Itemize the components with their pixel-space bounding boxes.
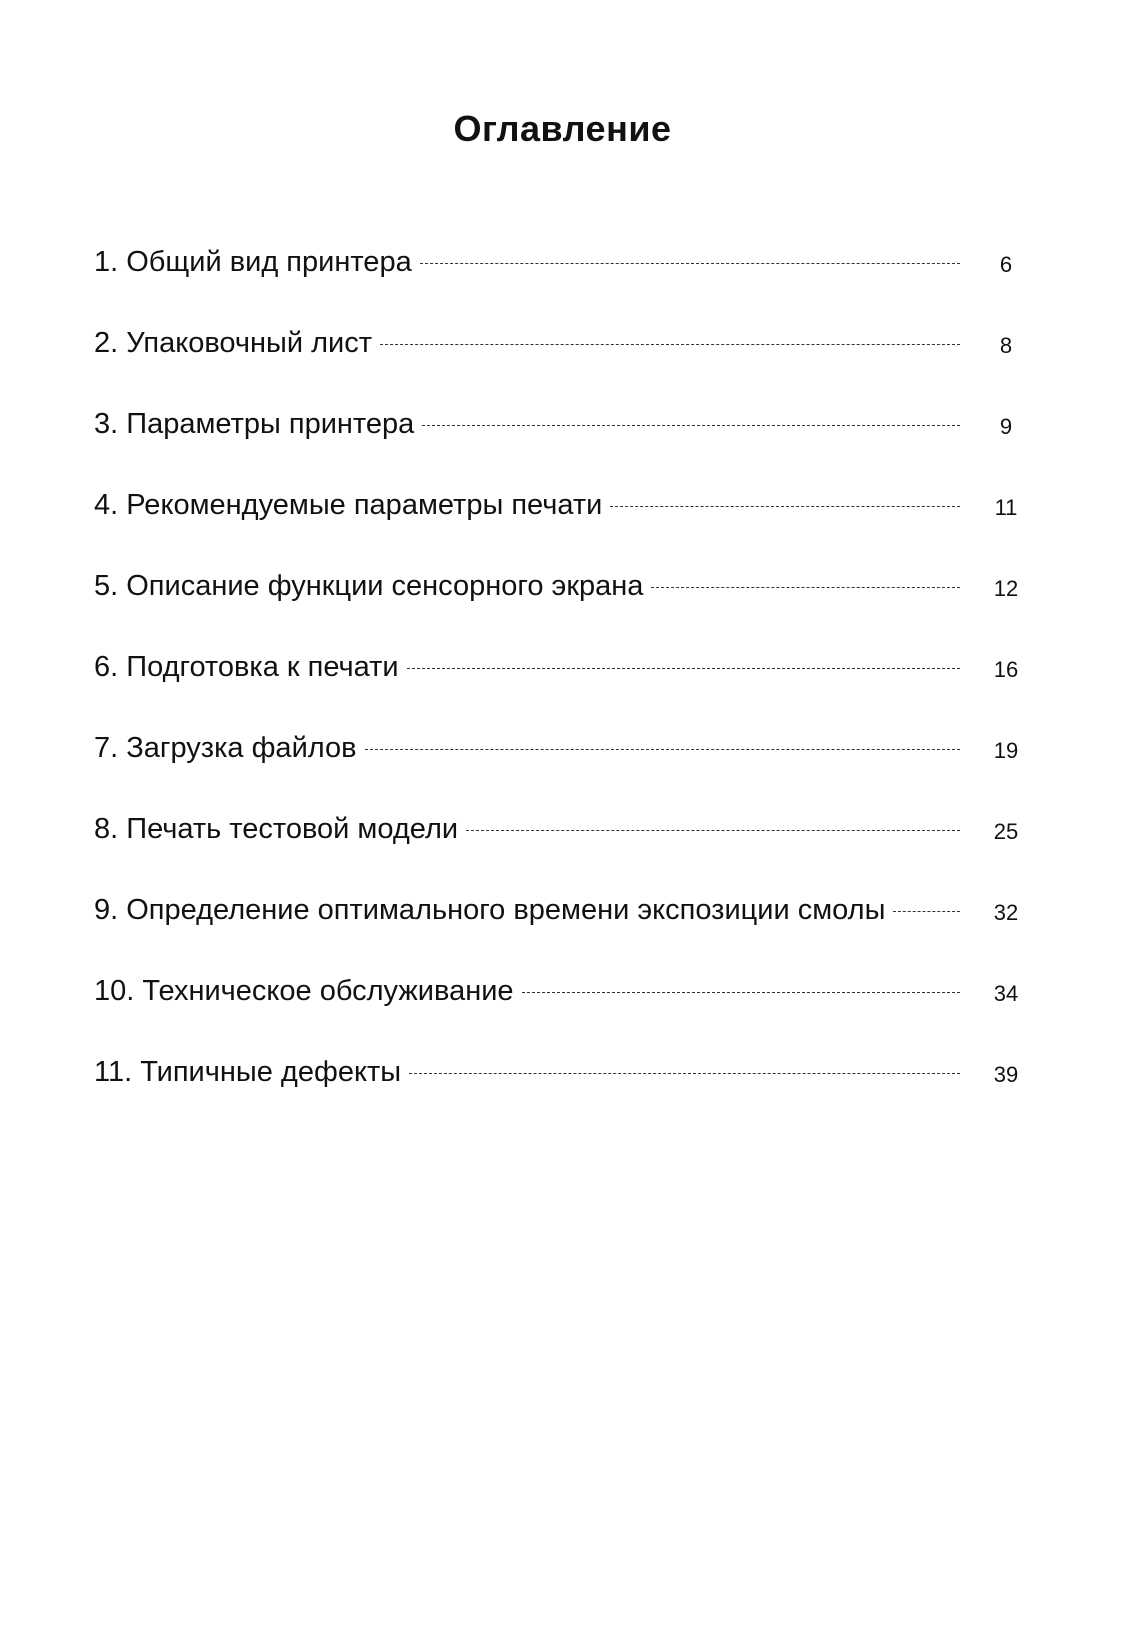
toc-entry-label: 7. Загрузка файлов xyxy=(94,732,357,764)
toc-entry-4[interactable] xyxy=(94,465,1034,546)
toc-entry-1[interactable] xyxy=(94,222,1034,303)
toc-entry-2[interactable] xyxy=(94,303,1034,384)
toc-entry-10[interactable] xyxy=(94,951,1034,1032)
toc-entry-11[interactable] xyxy=(94,1032,1034,1113)
page-title: Оглавление xyxy=(453,108,672,149)
toc-entry-page: 34 xyxy=(993,980,1019,1006)
dotted-leader xyxy=(420,263,960,264)
table-of-contents xyxy=(94,222,1034,1113)
toc-entry-6[interactable] xyxy=(94,627,1034,708)
dotted-leader xyxy=(409,1073,960,1074)
toc-entry-page: 39 xyxy=(993,1061,1019,1087)
toc-entry-page: 16 xyxy=(993,656,1019,682)
toc-entry-7[interactable] xyxy=(94,708,1034,789)
dotted-leader xyxy=(380,344,960,345)
toc-entry-page: 25 xyxy=(993,818,1019,844)
dotted-leader xyxy=(466,830,960,831)
toc-entry-page: 12 xyxy=(993,575,1019,601)
toc-entry-label: 2. Упаковочный лист xyxy=(94,327,373,359)
toc-entry-label: 9. Определение оптимального времени экспозиции смолы xyxy=(94,894,886,926)
toc-entry-page: 9 xyxy=(999,413,1013,439)
toc-entry-label: 3. Параметры принтера xyxy=(94,408,415,440)
dotted-leader xyxy=(893,911,960,912)
toc-entry-label: 8. Печать тестовой модели xyxy=(94,813,459,845)
toc-entry-page: 19 xyxy=(993,737,1019,763)
dotted-leader xyxy=(610,506,960,507)
toc-entry-label: 6. Подготовка к печати xyxy=(94,651,399,683)
toc-entry-label: 4. Рекомендуемые параметры печати xyxy=(94,489,603,521)
toc-entry-label: 11. Типичные дефекты xyxy=(94,1056,402,1088)
toc-entry-9[interactable] xyxy=(94,870,1034,951)
dotted-leader xyxy=(407,668,960,669)
toc-entry-page: 11 xyxy=(994,494,1018,520)
dotted-leader xyxy=(365,749,960,750)
toc-entry-3[interactable] xyxy=(94,384,1034,465)
dotted-leader xyxy=(522,992,960,993)
toc-entry-5[interactable] xyxy=(94,546,1034,627)
toc-entry-page: 8 xyxy=(999,332,1013,358)
toc-entry-label: 5. Описание функции сенсорного экрана xyxy=(94,570,644,602)
toc-entry-page: 6 xyxy=(999,251,1013,277)
dotted-leader xyxy=(422,425,960,426)
toc-entry-8[interactable] xyxy=(94,789,1034,870)
toc-entry-label: 1. Общий вид принтера xyxy=(94,246,412,278)
toc-entry-label: 10. Техническое обслуживание xyxy=(94,975,514,1007)
toc-entry-page: 32 xyxy=(993,899,1019,925)
dotted-leader xyxy=(651,587,960,588)
